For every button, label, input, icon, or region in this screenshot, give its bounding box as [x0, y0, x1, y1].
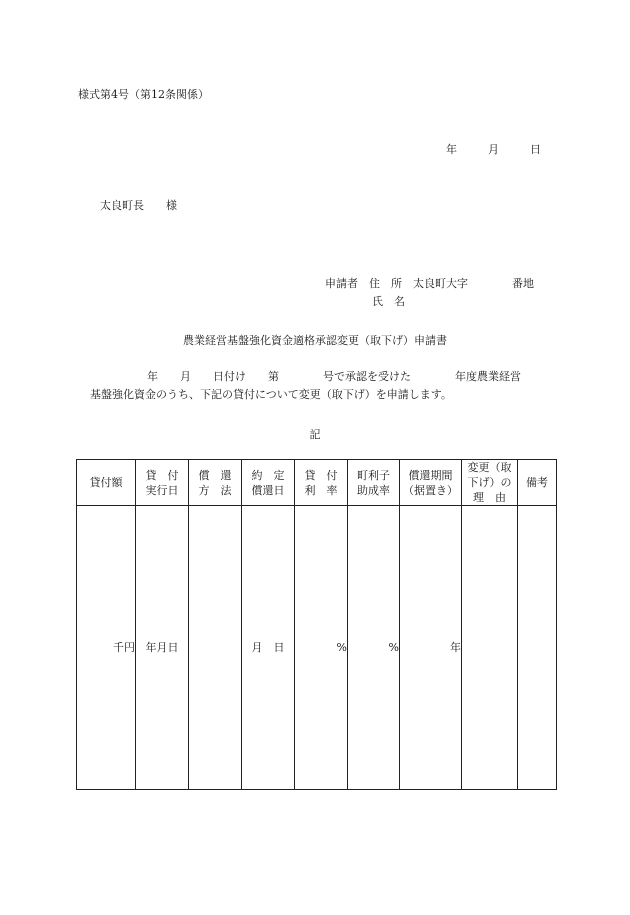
date-year: 年 — [446, 143, 457, 156]
header-line: 約 定 — [251, 468, 285, 482]
header-remarks — [518, 460, 557, 506]
body-text-line-1: 年 月 日付け 第 号で承認を受けた 年度農業経営 — [147, 370, 521, 383]
header-line: 償 還 — [198, 468, 232, 482]
header-repayment-period — [400, 460, 462, 506]
header-line: （据置き） — [403, 483, 458, 497]
header-line: 貸 付 — [304, 468, 338, 482]
header-line: 下げ）の — [467, 476, 512, 489]
cell-subsidy-rate: % — [348, 506, 400, 790]
applicant-address-line: 申請者 住 所 太良町大字 番地 — [325, 277, 534, 290]
loan-table — [76, 459, 557, 790]
date-line — [446, 141, 541, 157]
date-month: 月 — [488, 143, 499, 156]
addressee: 太良町長 様 — [100, 199, 177, 212]
header-line: 実行日 — [145, 483, 179, 497]
cell-loan-amount: 千円 — [77, 506, 136, 790]
header-line: 助成率 — [357, 483, 390, 497]
header-loan-amount-text: 貸付額 — [89, 476, 123, 489]
cell-remarks — [518, 506, 557, 790]
header-line: 変更（取 — [467, 461, 512, 474]
cell-execution-date: 年月日 — [136, 506, 189, 790]
header-line: 貸 付 — [145, 468, 179, 482]
applicant-name-line: 氏 名 — [372, 295, 405, 308]
header-line: 利 率 — [304, 483, 338, 497]
body-text-line-2: 基盤強化資金のうち、下記の貸付について変更（取下げ）を申請します。 — [90, 388, 452, 401]
header-line: 償還日 — [251, 483, 285, 497]
cell-repayment-method — [189, 506, 242, 790]
table-header-row — [77, 460, 557, 506]
cell-change-reason — [462, 506, 518, 790]
date-day: 日 — [530, 143, 541, 156]
cell-repayment-period: 年 — [400, 506, 462, 790]
header-change-reason — [462, 460, 518, 506]
table-row — [77, 506, 557, 790]
header-loan-amount — [77, 460, 136, 506]
header-line: 方 法 — [198, 483, 232, 497]
header-subsidy-rate — [348, 460, 400, 506]
header-repayment-date — [242, 460, 295, 506]
cell-repayment-date: 月 日 — [242, 506, 295, 790]
header-line: 理 由 — [473, 491, 506, 504]
header-repayment-method — [189, 460, 242, 506]
header-line: 町利子 — [357, 468, 390, 482]
document-title: 農業経営基盤強化資金適格承認変更（取下げ）申請書 — [183, 334, 447, 347]
header-execution-date — [136, 460, 189, 506]
form-number: 様式第4号（第12条関係） — [78, 88, 209, 101]
cell-interest-rate: % — [295, 506, 348, 790]
header-interest-rate — [295, 460, 348, 506]
ki-heading: 記 — [309, 428, 321, 441]
header-line: 償還期間 — [408, 468, 453, 482]
header-remarks-text: 備考 — [526, 476, 548, 489]
